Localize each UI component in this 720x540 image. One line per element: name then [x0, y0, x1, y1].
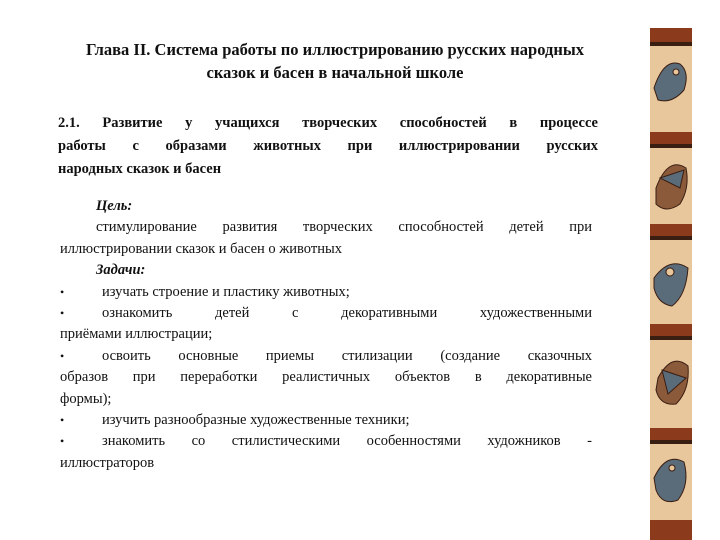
task-item-1	[60, 282, 592, 303]
goal-heading: Цель:	[96, 198, 133, 214]
task-item-3-text-line-1: освоить основные приемы стилизации (создание сказочных	[102, 347, 592, 364]
section-title-line-1: 2.1. Развитие у учащихся творческих способностей в процессе	[58, 115, 598, 131]
task-item-1-text: изучать строение и пластику животных;	[102, 283, 350, 300]
section-title-line-2: работы с образами животных при иллюстрировании русских	[58, 138, 598, 154]
task-item-2-text-line-1: ознакомить детей с декоративными художественными	[102, 305, 592, 322]
task-item-4	[60, 410, 592, 431]
task-item-2	[60, 303, 592, 324]
goal-text-line-2: иллюстрировании сказок и басен о животных	[60, 240, 342, 257]
task-item-2-text-line-2: приёмами иллюстрации;	[60, 326, 213, 343]
goal-text-line-1: стимулирование развития творческих способностей детей при	[96, 219, 592, 236]
bullet-icon: •	[60, 434, 65, 449]
tasks-heading: Задачи:	[96, 262, 146, 279]
ornament-graphic	[650, 28, 692, 540]
section-title-line-3: народных сказок и басен	[58, 161, 222, 177]
bullet-icon: •	[60, 284, 65, 299]
task-item-4-text: изучить разнообразные художественные техники;	[102, 412, 410, 429]
task-item-3-text-line-3: формы);	[60, 390, 112, 407]
task-item-3	[60, 346, 592, 367]
chapter-title-line-1: Глава II. Система работы по иллюстрированию русских народных	[86, 40, 584, 59]
task-item-5-text-line-1: знакомить со стилистическими особенностями художников -	[102, 433, 592, 450]
bullet-icon: •	[60, 413, 65, 428]
document-body	[60, 196, 592, 474]
bullet-icon: •	[60, 348, 65, 363]
task-item-5-text-line-2: иллюстраторов	[60, 454, 155, 471]
chapter-title	[20, 38, 650, 84]
chapter-title-line-2: сказок и басен в начальной школе	[206, 63, 464, 82]
task-item-5	[60, 431, 592, 452]
section-title	[58, 112, 598, 181]
bullet-icon: •	[60, 306, 65, 321]
task-item-3-text-line-2: образов при переработки реалистичных объектов в декоративные	[60, 369, 592, 386]
ornamental-birds-strip-icon	[650, 28, 692, 540]
